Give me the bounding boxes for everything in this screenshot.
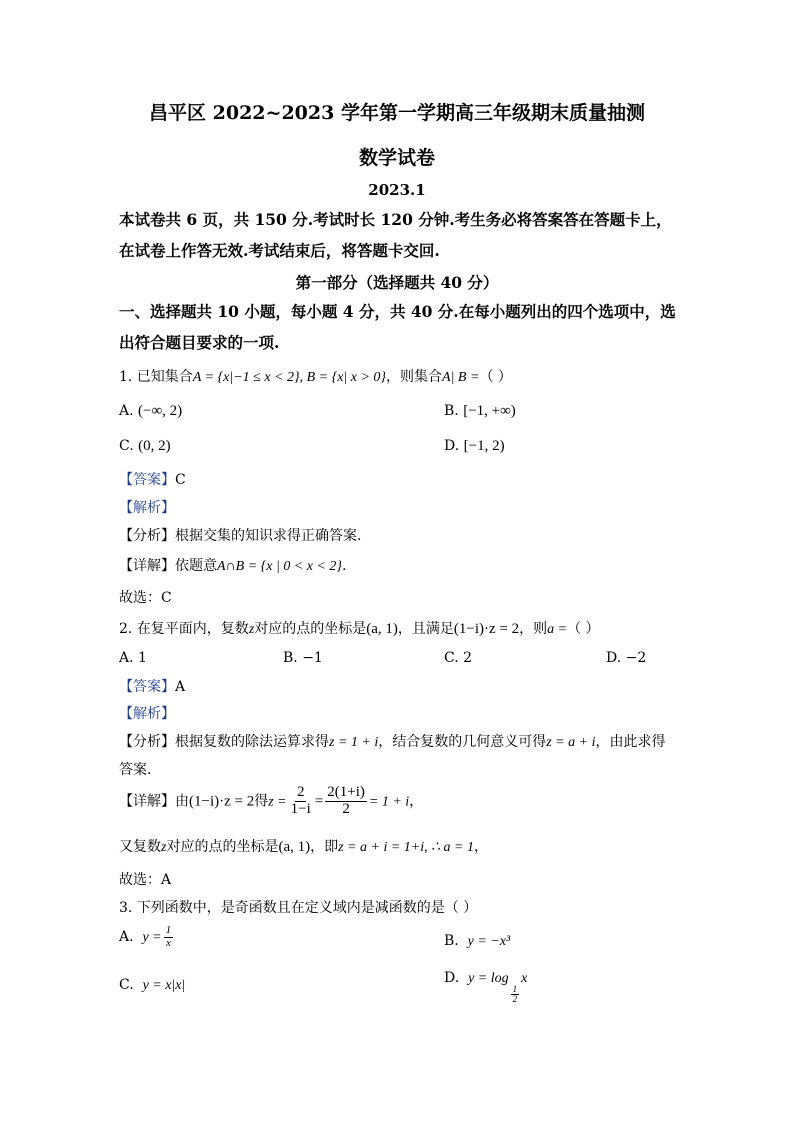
q3-option-b-label: B. — [444, 933, 459, 949]
intro-line-1: 本试卷共 6 页，共 150 分.考试时长 120 分钟.考生务必将答案答在答题卡上， — [119, 210, 672, 229]
q2-stem-text-c: ，且满足 — [397, 621, 454, 637]
q2-stem-text-b: 对应的点的坐标是 — [254, 621, 367, 637]
q1-fenxi-label: 【分析】 — [119, 528, 175, 544]
q2-analysis-label: 【解析】 — [119, 706, 175, 722]
q2-option-a: A. 1 — [119, 650, 147, 666]
q2-stem — [119, 618, 600, 638]
q3-option-d-label: D. — [444, 970, 460, 986]
q1-option-d-label: D. — [444, 438, 460, 454]
part1-heading: 第一部分（选择题共 40 分） — [295, 273, 499, 292]
q3-option-d-log: y = log — [468, 971, 509, 986]
q2-choose-value: A — [161, 872, 172, 888]
q2-line2-text-b: 对应的点的坐标是 — [166, 839, 279, 855]
q2-coord: (a, 1) — [366, 621, 398, 637]
q3-option-b — [444, 933, 510, 950]
q1-option-d-value: [−1, 2) — [463, 438, 505, 454]
q2-fenxi-math-2: z = a + i — [546, 735, 596, 750]
q1-answer-value: C — [175, 472, 186, 488]
q2-detail-math-3: = 1 + i — [368, 794, 410, 810]
q1-option-a-label: A. — [119, 403, 134, 419]
q3-option-c-value: y = x|x| — [142, 978, 186, 993]
q1-detail-end: . — [342, 558, 347, 574]
q2-fraction-2-den: 2 — [342, 800, 350, 817]
q2-line2-coord: (a, 1) — [278, 839, 311, 855]
q2-var-z: z — [248, 622, 255, 637]
q1-analysis — [119, 497, 175, 517]
q1-stem — [119, 366, 512, 386]
q1-option-c — [119, 438, 171, 455]
q2-line2-text-c: ，即 — [310, 839, 339, 855]
q1-answer-label: 【答案】 — [119, 472, 175, 488]
q2-detail — [119, 785, 423, 818]
q1-option-a-value: (−∞, 2) — [138, 403, 183, 419]
q3-option-d — [444, 970, 527, 1005]
q2-detail-line-2 — [119, 836, 488, 856]
q2-fenxi-text-c: ，由此求得 — [595, 734, 666, 750]
q3-option-c — [119, 977, 185, 994]
q3-option-a — [119, 925, 175, 949]
q1-option-a — [119, 403, 182, 420]
q2-detail-math-2: z = — [268, 794, 287, 810]
q2-line2-text-a: 又复数 — [119, 839, 161, 855]
q1-option-b-value: [−1, +∞) — [463, 403, 516, 419]
q2-answer-value: A — [175, 679, 186, 695]
q1-option-d — [444, 438, 505, 455]
q3-option-a-den: x — [165, 936, 171, 949]
q2-fraction-1-den: 1−i — [290, 800, 311, 817]
q1-set-op: A| B = — [442, 370, 480, 385]
q1-choose — [119, 587, 172, 607]
q2-fenxi-line-2: 答案. — [119, 762, 152, 778]
q2-stem-text-d: ，则 — [519, 621, 548, 637]
q1-option-b-label: B. — [444, 403, 459, 419]
q2-detail-text-b: 得 — [254, 793, 269, 810]
q2-eq: = — [314, 793, 324, 810]
q2-fenxi-text-b: ，结合复数的几何意义可得 — [378, 734, 547, 750]
intro-line-2: 在试卷上作答无效.考试结束后，将答题卡交回. — [119, 241, 440, 260]
exam-title: 昌平区 2022~2023 学年第一学期高三年级期末质量抽测 — [149, 102, 645, 124]
q1-detail-label: 【详解】 — [119, 558, 175, 574]
q1-set-definition: A = {x|−1 ≤ x < 2}, B = {x| x > 0} — [192, 370, 387, 385]
q2-answer-label: 【答案】 — [119, 679, 175, 695]
q2-choose — [119, 869, 171, 889]
q1-choose-value: C — [161, 590, 172, 606]
q1-detail-math: A∩B = {x | 0 < x < 2} — [217, 559, 343, 574]
q1-fenxi-text: 根据交集的知识求得正确答案. — [175, 528, 362, 544]
q1-detail — [119, 555, 346, 575]
exam-date: 2023.1 — [368, 181, 426, 199]
q2-a-eq: a = — [547, 622, 568, 637]
q1-paren: （ ） — [479, 369, 512, 385]
q2-option-d: D. −2 — [606, 650, 647, 666]
q3-option-d-base — [511, 985, 520, 1005]
q3-option-d-base-num: 1 — [512, 984, 518, 994]
q3-option-d-arg: x — [521, 971, 528, 986]
q1-stem-text-a: 1. 已知集合 — [119, 369, 193, 385]
q3-option-b-value: y = −x³ — [467, 934, 511, 949]
q3-option-d-base-den: 2 — [512, 994, 518, 1005]
q2-fraction-1-num: 2 — [296, 784, 305, 800]
q2-fenxi-text-a: 根据复数的除法运算求得 — [175, 734, 329, 750]
q2-option-b: B. −1 — [283, 650, 323, 666]
q2-answer — [119, 676, 185, 696]
q1-option-b — [444, 403, 516, 420]
q2-option-c: C. 2 — [444, 650, 473, 666]
q2-choose-label: 故选： — [119, 872, 161, 888]
q1-stem-text-b: ，则集合 — [386, 369, 443, 385]
q3-option-a-num: 1 — [165, 924, 172, 936]
q2-line2-end: ， — [473, 839, 488, 855]
q1-choose-label: 故选： — [119, 590, 161, 606]
q2-fenxi-math-1: z = 1 + i — [329, 735, 379, 750]
q2-detail-end: ， — [409, 793, 424, 810]
part1-instruction-2: 出符合题目要求的一项. — [119, 333, 280, 352]
q1-option-c-label: C. — [119, 438, 134, 454]
q1-answer — [119, 469, 186, 489]
part1-instruction-1: 一、选择题共 10 小题，每小题 4 分，共 40 分.在每小题列出的四个选项中，选 — [119, 302, 676, 321]
q2-detail-text-a: 由 — [175, 793, 189, 810]
q2-paren: （ ） — [567, 621, 600, 637]
exam-subtitle: 数学试卷 — [358, 147, 435, 169]
q3-option-a-label: A. — [119, 929, 134, 946]
q1-analysis-label: 【解析】 — [119, 500, 175, 516]
q2-detail-math-1: (1−i)·z = 2 — [189, 793, 255, 810]
q3-option-c-label: C. — [119, 977, 134, 993]
q3-option-a-fraction — [164, 925, 174, 949]
q3-option-a-lhs: y = — [142, 930, 162, 946]
q2-line2-math: z = a + i = 1+i, ∴ a = 1 — [338, 840, 474, 855]
q2-fraction-2 — [325, 785, 367, 818]
q2-detail-label: 【详解】 — [119, 793, 175, 810]
q2-fraction-1 — [289, 785, 313, 818]
q2-analysis — [119, 703, 175, 723]
q1-detail-text: 依题意 — [175, 558, 217, 574]
q3-stem: 3. 下列函数中，是奇函数且在定义域内是减函数的是（ ） — [119, 900, 478, 916]
q2-line2-z: z — [161, 840, 167, 855]
q1-fenxi — [119, 525, 361, 545]
q1-option-c-value: (0, 2) — [138, 438, 171, 454]
q2-condition: (1−i)·z = 2 — [453, 621, 520, 637]
q2-fraction-2-num: 2(1+i) — [327, 784, 365, 800]
q2-fenxi-label: 【分析】 — [119, 734, 175, 750]
q2-fenxi — [119, 731, 665, 751]
q2-stem-text-a: 2. 在复平面内，复数 — [119, 621, 249, 637]
